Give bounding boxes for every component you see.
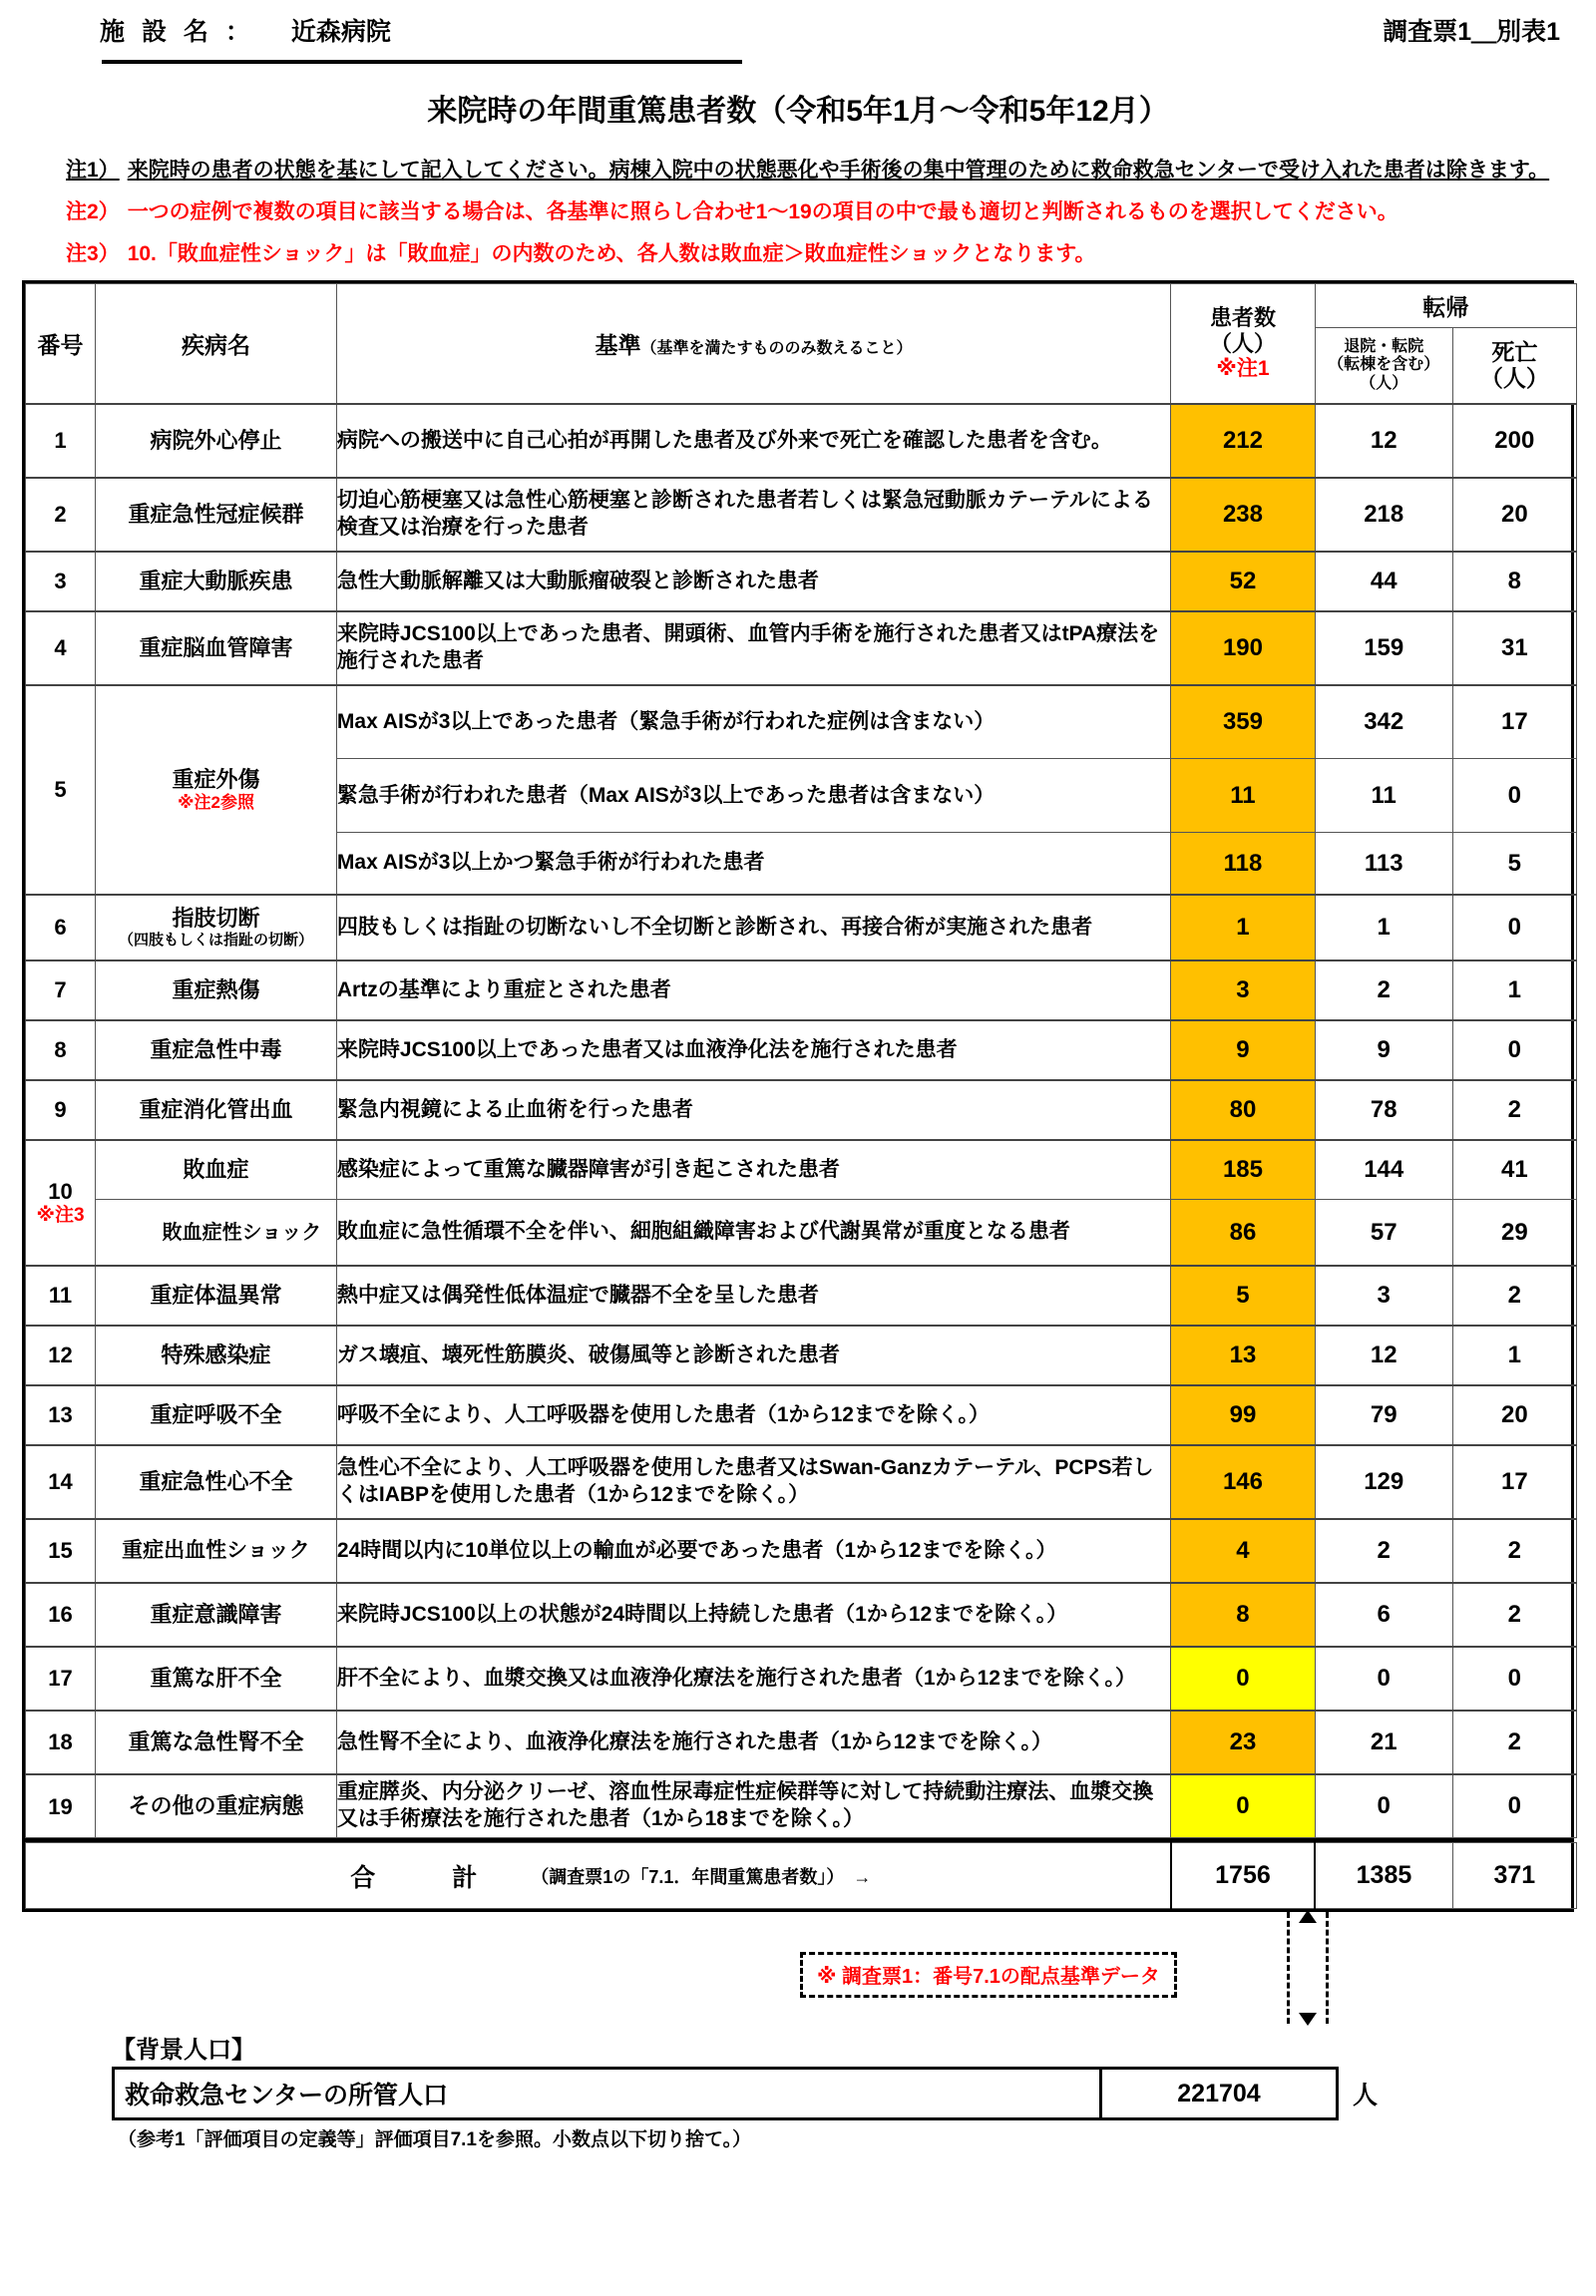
row-disease-name: 重症体温異常 [96,1266,337,1326]
row-disease-name-sub-item: 敗血症性ショック [96,1200,337,1266]
table-row [26,1326,1577,1385]
form-id: 調査票1＿別表1 [1383,18,1560,46]
row-criteria: Max AISが3以上かつ緊急手術が行われた患者 [336,833,1170,895]
row-patients[interactable]: 185 [1171,1140,1316,1200]
row-criteria: 呼吸不全により、人工呼吸器を使用した患者（1から12までを除く。） [336,1385,1170,1445]
row-death[interactable]: 0 [1452,1647,1576,1711]
row-no: 13 [26,1385,96,1445]
row-disease-name: 重症大動脈疾患 [96,552,337,611]
row-disease-name: 特殊感染症 [96,1326,337,1385]
row-criteria: Artzの基準により重症とされた患者 [336,960,1170,1020]
row-criteria: 急性腎不全により、血液浄化療法を施行された患者（1から12までを除く。） [336,1711,1170,1774]
row-death[interactable]: 2 [1452,1519,1576,1583]
row-no-note: ※注3 [36,1204,85,1226]
row-patients[interactable]: 3 [1171,960,1316,1020]
row-criteria: 病院への搬送中に自己心拍が再開した患者及び外来で死亡を確認した患者を含む。 [336,404,1170,478]
row-discharge[interactable]: 159 [1315,611,1452,685]
row-disease-name-ref: ※注2参照 [177,792,254,812]
row-criteria: 緊急手術が行われた患者（Max AISが3以上であった患者は含まない） [336,759,1170,833]
total-death: 371 [1452,1843,1576,1909]
table-row [26,404,1577,478]
row-death[interactable]: 0 [1452,1774,1576,1838]
note-1-tag: 注1） [66,159,120,182]
row-discharge[interactable]: 79 [1315,1385,1452,1445]
row-disease-name: 重症急性心不全 [96,1445,337,1519]
severe-patients-table [25,283,1577,1838]
row-criteria: 肝不全により、血漿交換又は血液浄化療法を施行された患者（1から12までを除く。） [336,1647,1170,1711]
header-death-line1: 死亡 [1491,338,1538,365]
row-discharge[interactable]: 0 [1315,1647,1452,1711]
table-row [26,1385,1577,1445]
row-discharge[interactable]: 1 [1315,895,1452,960]
header-discharge-line1: 退院・転院 [1344,338,1424,356]
header-criteria [336,284,1170,404]
header-discharge-line2: （転棟を含む） [1328,356,1440,374]
row-discharge[interactable]: 2 [1315,1519,1452,1583]
note-2 [66,197,1566,227]
table-row [26,1583,1577,1647]
background-population-unit: 人 [1353,2082,1379,2110]
total-row [26,1843,1577,1909]
row-no-text: 10 [48,1179,73,1205]
header-patients-note: ※注1 [1216,357,1270,381]
header-patients-line2: （人） [1209,331,1276,357]
table-row [26,1774,1577,1838]
header-death-line2: （人） [1479,364,1549,391]
table-row [26,1711,1577,1774]
note-3 [66,239,1566,269]
background-population-table [112,2067,1339,2120]
row-disease-name [96,685,337,895]
total-row-wrapper [22,1838,1574,1912]
header-death [1452,328,1576,404]
header-disease: 疾病名 [96,284,337,404]
row-discharge[interactable]: 342 [1315,685,1452,759]
row-no: 5 [26,685,96,895]
row-death[interactable]: 2 [1452,1266,1576,1326]
row-patients[interactable]: 118 [1171,833,1316,895]
row-no: 17 [26,1647,96,1711]
row-death[interactable]: 29 [1452,1200,1576,1266]
row-patients[interactable]: 1 [1171,895,1316,960]
row-death[interactable]: 31 [1452,611,1576,685]
row-criteria: 熱中症又は偶発性低体温症で臓器不全を呈した患者 [336,1266,1170,1326]
table-row [26,552,1577,611]
row-no: 11 [26,1266,96,1326]
table-row [26,960,1577,1020]
table-row [26,1200,1577,1266]
row-no [26,1140,96,1266]
row-discharge[interactable]: 218 [1315,478,1452,552]
table-row [26,1266,1577,1326]
page-title: 来院時の年間重篤患者数（令和5年1月～令和5年12月） [427,95,1169,128]
row-no: 14 [26,1445,96,1519]
table-row [26,895,1577,960]
table-row [26,478,1577,552]
header-no: 番号 [26,284,96,404]
table-head [26,284,1577,404]
row-discharge[interactable]: 113 [1315,833,1452,895]
row-death[interactable]: 0 [1452,895,1576,960]
row-disease-name: 重症消化管出血 [96,1080,337,1140]
row-no: 3 [26,552,96,611]
row-patients[interactable]: 0 [1171,1774,1316,1838]
header-rule [102,60,742,64]
row-disease-name: 重症出血性ショック [96,1519,337,1583]
row-patients[interactable]: 52 [1171,552,1316,611]
row-criteria: 来院時JCS100以上の状態が24時間以上持続した患者（1から12までを除く。） [336,1583,1170,1647]
row-disease-name: 重症脳血管障害 [96,611,337,685]
row-discharge[interactable]: 2 [1315,960,1452,1020]
row-criteria: ガス壊疽、壊死性筋膜炎、破傷風等と診断された患者 [336,1326,1170,1385]
row-no: 15 [26,1519,96,1583]
row-criteria: 24時間以内に10単位以上の輸血が必要であった患者（1から12までを除く。） [336,1519,1170,1583]
note-3-tag: 注3） [66,241,120,265]
total-discharge: 1385 [1315,1843,1452,1909]
row-no: 1 [26,404,96,478]
total-table [25,1842,1577,1909]
row-patients[interactable]: 0 [1171,1647,1316,1711]
severe-patients-table-wrapper [22,280,1574,1838]
row-patients[interactable]: 99 [1171,1385,1316,1445]
row-discharge[interactable]: 57 [1315,1200,1452,1266]
table-row [26,685,1577,759]
row-death[interactable]: 2 [1452,1711,1576,1774]
row-discharge[interactable]: 78 [1315,1080,1452,1140]
table-row [26,1445,1577,1519]
row-discharge[interactable]: 12 [1315,404,1452,478]
row-patients[interactable]: 13 [1171,1326,1316,1385]
facility-name-value: 近森病院 [290,18,391,46]
row-disease-name: 重症急性冠症候群 [96,478,337,552]
background-population-note: （参考1「評価項目の定義等」評価項目7.1を参照。小数点以下切り捨て。） [118,2129,752,2151]
row-death[interactable]: 17 [1452,1445,1576,1519]
table-row [26,1519,1577,1583]
total-label-cell [26,1843,1171,1909]
note-2-tag: 注2） [66,199,120,223]
background-population-label: 救命救急センターの所管人口 [115,2070,1102,2117]
header-criteria-sub: （基準を満たすもののみ数えること） [640,340,913,358]
row-death[interactable]: 5 [1452,833,1576,895]
table-header-row-1 [26,284,1577,328]
row-disease-name: 重症意識障害 [96,1583,337,1647]
header-discharge [1315,328,1452,404]
row-patients[interactable]: 8 [1171,1583,1316,1647]
row-no: 18 [26,1711,96,1774]
header-criteria-main: 基準 [595,332,641,359]
table-row [26,1080,1577,1140]
header-discharge-line3: （人） [1360,374,1408,392]
notes-section [0,156,1596,268]
row-disease-name: 敗血症 [96,1140,337,1200]
row-discharge[interactable]: 144 [1315,1140,1452,1200]
row-no: 12 [26,1326,96,1385]
header-outcome: 転帰 [1315,284,1576,328]
row-discharge[interactable]: 21 [1315,1711,1452,1774]
table-row [26,1020,1577,1080]
arrow-up-icon [1299,1910,1317,1923]
row-death[interactable]: 41 [1452,1140,1576,1200]
row-patients[interactable]: 190 [1171,611,1316,685]
row-disease-name: 重症熱傷 [96,960,337,1020]
note-2-text: 一つの症例で複数の項目に該当する場合は、各基準に照らし合わせ1～19の項目の中で最も適切と判断されるものを選択してください。 [127,199,1398,223]
background-population-value[interactable]: 221704 [1177,2079,1261,2107]
row-death[interactable]: 1 [1452,1326,1576,1385]
annotation-area [22,1912,1574,2030]
row-criteria: 急性大動脈解離又は大動脈瘤破裂と診断された患者 [336,552,1170,611]
total-reference: （調査票1の「7.1．年間重篤患者数」） → [531,1866,872,1887]
facility-label: 施 設 名 ： [100,18,255,46]
row-patients[interactable]: 23 [1171,1711,1316,1774]
row-patients[interactable]: 86 [1171,1200,1316,1266]
row-death[interactable]: 2 [1452,1080,1576,1140]
table-row [26,611,1577,685]
row-no: 19 [26,1774,96,1838]
row-patients[interactable]: 238 [1171,478,1316,552]
table-row [26,1647,1577,1711]
row-no: 7 [26,960,96,1020]
row-criteria: 切迫心筋梗塞又は急性心筋梗塞と診断された患者若しくは緊急冠動脈カテーテルによる検査又は治療を行った患者 [336,478,1170,552]
row-discharge[interactable]: 3 [1315,1266,1452,1326]
row-criteria: 来院時JCS100以上であった患者又は血液浄化法を施行された患者 [336,1020,1170,1080]
row-discharge[interactable]: 12 [1315,1326,1452,1385]
annotation-box: ※ 調査票1：番号7.1の配点基準データ [800,1952,1177,1998]
row-no: 9 [26,1080,96,1140]
row-no: 8 [26,1020,96,1080]
row-disease-name: 重症呼吸不全 [96,1385,337,1445]
row-discharge[interactable]: 9 [1315,1020,1452,1080]
row-disease-name-text: 指肢切断 [172,905,260,931]
row-patients[interactable]: 212 [1171,404,1316,478]
row-death[interactable]: 17 [1452,685,1576,759]
row-disease-name [96,895,337,960]
row-disease-name: 病院外心停止 [96,404,337,478]
header-patients [1171,284,1316,404]
row-death[interactable]: 8 [1452,552,1576,611]
note-3-text: 10.「敗血症性ショック」は「敗血症」の内数のため、各人数は敗血症＞敗血症性ショックとなります。 [127,241,1096,265]
table-row [26,1140,1577,1200]
row-discharge[interactable]: 129 [1315,1445,1452,1519]
document-header [0,0,1596,56]
row-death[interactable]: 200 [1452,404,1576,478]
row-patients[interactable]: 359 [1171,685,1316,759]
row-patients[interactable]: 11 [1171,759,1316,833]
row-death[interactable]: 20 [1452,478,1576,552]
total-patients: 1756 [1171,1843,1316,1909]
background-population-title: 【背景人口】 [112,2037,255,2065]
row-criteria: 四肢もしくは指趾の切断ないし不全切断と診断され、再接合術が実施された患者 [336,895,1170,960]
row-patients[interactable]: 80 [1171,1080,1316,1140]
annotation-connector [1287,1912,1329,2024]
row-disease-name-sub: （四肢もしくは指趾の切断） [118,932,313,950]
row-death[interactable]: 20 [1452,1385,1576,1445]
row-disease-name-text: 重症外傷 [172,766,260,792]
note-1-text: 来院時の患者の状態を基にして記入してください。病棟入院中の状態悪化や手術後の集中管理のために救命救急センターで受け入れた患者は除きます。 [127,159,1550,182]
background-population-row [112,2067,1574,2120]
row-no: 6 [26,895,96,960]
row-no: 4 [26,611,96,685]
row-patients[interactable]: 146 [1171,1445,1316,1519]
row-criteria: 重症膵炎、内分泌クリーゼ、溶血性尿毒症性症候群等に対して持続動注療法、血漿交換又は手術療法を施行された患者（1から18までを除く。） [336,1774,1170,1838]
row-disease-name: 重症急性中毒 [96,1020,337,1080]
table-body [26,404,1577,1838]
row-discharge[interactable]: 0 [1315,1774,1452,1838]
row-patients[interactable]: 4 [1171,1519,1316,1583]
note-1 [66,156,1566,186]
row-discharge[interactable]: 6 [1315,1583,1452,1647]
row-criteria: Max AISが3以上であった患者（緊急手術が行われた症例は含まない） [336,685,1170,759]
header-patients-line1: 患者数 [1209,305,1276,331]
total-label: 合 計 [350,1863,504,1892]
row-disease-name: その他の重症病態 [96,1774,337,1838]
row-disease-name: 重篤な肝不全 [96,1647,337,1711]
row-death[interactable]: 1 [1452,960,1576,1020]
row-discharge[interactable]: 44 [1315,552,1452,611]
row-patients[interactable]: 9 [1171,1020,1316,1080]
row-criteria: 緊急内視鏡による止血術を行った患者 [336,1080,1170,1140]
row-death[interactable]: 2 [1452,1583,1576,1647]
row-criteria: 来院時JCS100以上であった患者、開頭術、血管内手術を施行された患者又はtPA療法を施行された患者 [336,611,1170,685]
row-criteria: 感染症によって重篤な臓器障害が引き起こされた患者 [336,1140,1170,1200]
row-patients[interactable]: 5 [1171,1266,1316,1326]
row-death[interactable]: 0 [1452,759,1576,833]
row-death[interactable]: 0 [1452,1020,1576,1080]
arrow-down-icon [1299,2013,1317,2026]
row-discharge[interactable]: 11 [1315,759,1452,833]
row-criteria: 急性心不全により、人工呼吸器を使用した患者又はSwan-Ganzカテーテル、PCPS若しくはIABPを使用した患者（1から12までを除く。） [336,1445,1170,1519]
row-disease-name: 重篤な急性腎不全 [96,1711,337,1774]
row-criteria: 敗血症に急性循環不全を伴い、細胞組織障害および代謝異常が重度となる患者 [336,1200,1170,1266]
row-no: 16 [26,1583,96,1647]
row-no: 2 [26,478,96,552]
